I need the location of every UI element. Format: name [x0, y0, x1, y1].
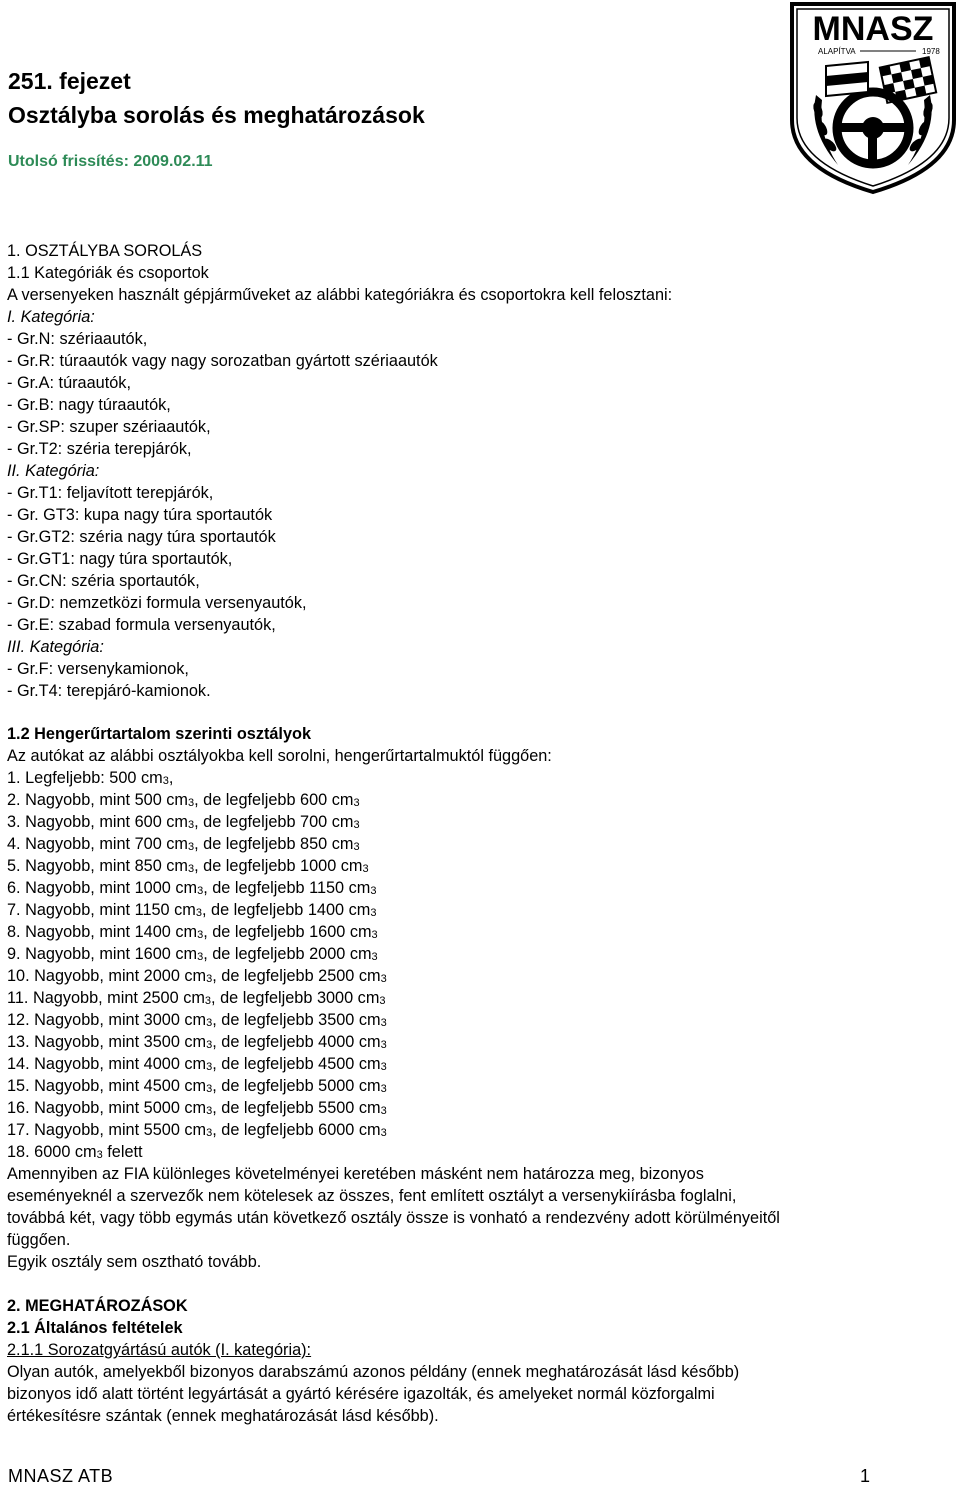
footer-label: MNASZ ATB — [8, 1466, 114, 1486]
list-item: - Gr.T4: terepjáró-kamionok. — [7, 682, 211, 700]
subsection-heading: 1.2 Hengerűrtartalom szerinti osztályok — [7, 725, 312, 743]
list-item: - Gr.D: nemzetközi formula versenyautók, — [7, 594, 307, 612]
list-item: - Gr.N: szériaautók, — [7, 330, 148, 348]
list-item: 8. Nagyobb, mint 1400 $cm_3$, de legfeljebb 1600 $cm_3$ — [7, 923, 378, 941]
list-item: 7. Nagyobb, mint 1150 $cm_3$, de legfeljebb 1400 $cm_3$ — [7, 901, 377, 919]
logo-founded-label: ALAPÍTVA — [818, 47, 856, 56]
chapter-number: 251. fejezet — [8, 68, 131, 94]
paragraph-line: Amennyiben az FIA különleges követelményei keretében másként nem határozza meg, bizonyos — [7, 1165, 704, 1183]
list-item: 1. Legfeljebb: 500 $cm_3$, — [7, 769, 174, 787]
logo-name: MNASZ — [812, 10, 934, 48]
category-label: II. Kategória: — [7, 462, 100, 480]
paragraph-line: eseményeknél a szervezők nem kötelesek az összes, fent említett osztályt a versenykiírásba foglalni, — [7, 1187, 737, 1205]
section-heading: 1. OSZTÁLYBA SOROLÁS — [7, 242, 203, 260]
list-item: 9. Nagyobb, mint 1600 $cm_3$, de legfeljebb 2000 $cm_3$ — [7, 945, 378, 963]
list-item: 3. Nagyobb, mint 600 $cm_3$, de legfeljebb 700 $cm_3$ — [7, 813, 360, 831]
list-item: 15. Nagyobb, mint 4500 $cm_3$, de legfeljebb 5000 $cm_3$ — [7, 1077, 387, 1095]
list-item: - Gr.SP: szuper szériaautók, — [7, 418, 211, 436]
list-item: 17. Nagyobb, mint 5500 $cm_3$, de legfeljebb 6000 $cm_3$ — [7, 1121, 387, 1139]
page-number: 1 — [860, 1466, 871, 1486]
mnasz-logo — [788, 0, 958, 195]
list-item: - Gr.F: versenykamionok, — [7, 660, 189, 678]
list-item: 4. Nagyobb, mint 700 $cm_3$, de legfeljebb 850 $cm_3$ — [7, 835, 360, 853]
list-item: 14. Nagyobb, mint 4000 $cm_3$, de legfeljebb 4500 $cm_3$ — [7, 1055, 387, 1073]
intro-text: Az autókat az alábbi osztályokba kell sorolni, hengerűrtartalmuktól függően: — [7, 747, 552, 765]
section-1-2 — [7, 723, 780, 1273]
subsection-heading: 1.1 Kategóriák és csoportok — [7, 264, 209, 282]
logo-founded-year: 1978 — [922, 47, 940, 56]
list-item: 6. Nagyobb, mint 1000 $cm_3$, de legfeljebb 1150 $cm_3$ — [7, 879, 377, 897]
chapter-title: Osztályba sorolás és meghatározások — [8, 102, 425, 128]
paragraph-line: bizonyos idő alatt történt legyártását a gyártó kérésére igazolták, és amelyeket normál közforgalmi — [7, 1385, 715, 1403]
category-label: I. Kategória: — [7, 308, 95, 326]
list-item: 16. Nagyobb, mint 5000 $cm_3$, de legfeljebb 5500 $cm_3$ — [7, 1099, 387, 1117]
list-item: 13. Nagyobb, mint 3500 $cm_3$, de legfeljebb 4000 $cm_3$ — [7, 1033, 387, 1051]
paragraph-line: Egyik osztály sem osztható tovább. — [7, 1253, 262, 1271]
last-updated: Utolsó frissítés: 2009.02.11 — [8, 153, 213, 170]
list-item: - Gr.B: nagy túraautók, — [7, 396, 171, 414]
list-item: 2. Nagyobb, mint 500 $cm_3$, de legfeljebb 600 $cm_3$ — [7, 791, 360, 809]
list-item: - Gr. GT3: kupa nagy túra sportautók — [7, 506, 273, 524]
intro-text: A versenyeken használt gépjárműveket az alábbi kategóriákra és csoportokra kell felosztani: — [7, 286, 673, 304]
list-item: - Gr.T2: széria terepjárók, — [7, 440, 192, 458]
list-item: - Gr.T1: feljavított terepjárók, — [7, 484, 214, 502]
section-1 — [7, 240, 672, 702]
class-list — [7, 767, 780, 1141]
paragraph-line: továbbá két, vagy több egymás után következő osztály össze is vonható a rendezvény adott körülményeitől — [7, 1209, 780, 1227]
paragraph-line: Olyan autók, amelyekből bizonyos darabszámú azonos példány (ennek meghatározását lásd később) — [7, 1363, 740, 1381]
paragraph-line: függően. — [7, 1231, 71, 1249]
list-item: 10. Nagyobb, mint 2000 $cm_3$, de legfeljebb 2500 $cm_3$ — [7, 967, 387, 985]
subsubsection-heading: 2.1.1 Sorozatgyártású autók (I. kategória): — [7, 1341, 312, 1359]
list-item: 5. Nagyobb, mint 850 $cm_3$, de legfeljebb 1000 $cm_3$ — [7, 857, 369, 875]
list-item: - Gr.A: túraautók, — [7, 374, 131, 392]
list-item: - Gr.E: szabad formula versenyautók, — [7, 616, 276, 634]
subsection-heading: 2.1 Általános feltételek — [7, 1319, 183, 1337]
list-item: - Gr.CN: széria sportautók, — [7, 572, 200, 590]
list-item: - Gr.GT2: széria nagy túra sportautók — [7, 528, 276, 546]
paragraph-line: értékesítésre szántak (ennek meghatározását lásd később). — [7, 1407, 439, 1425]
striped-flag-icon — [826, 62, 868, 96]
list-item: 12. Nagyobb, mint 3000 $cm_3$, de legfeljebb 3500 $cm_3$ — [7, 1011, 387, 1029]
category-label: III. Kategória: — [7, 638, 104, 656]
section-heading: 2. MEGHATÁROZÁSOK — [7, 1297, 188, 1315]
list-item: 18. 6000 $cm_3$ felett — [7, 1143, 143, 1161]
section-2 — [7, 1295, 739, 1427]
list-item: - Gr.R: túraautók vagy nagy sorozatban gyártott szériaautók — [7, 352, 438, 370]
list-item: 11. Nagyobb, mint 2500 $cm_3$, de legfeljebb 3000 $cm_3$ — [7, 989, 386, 1007]
list-item: - Gr.GT1: nagy túra sportautók, — [7, 550, 233, 568]
